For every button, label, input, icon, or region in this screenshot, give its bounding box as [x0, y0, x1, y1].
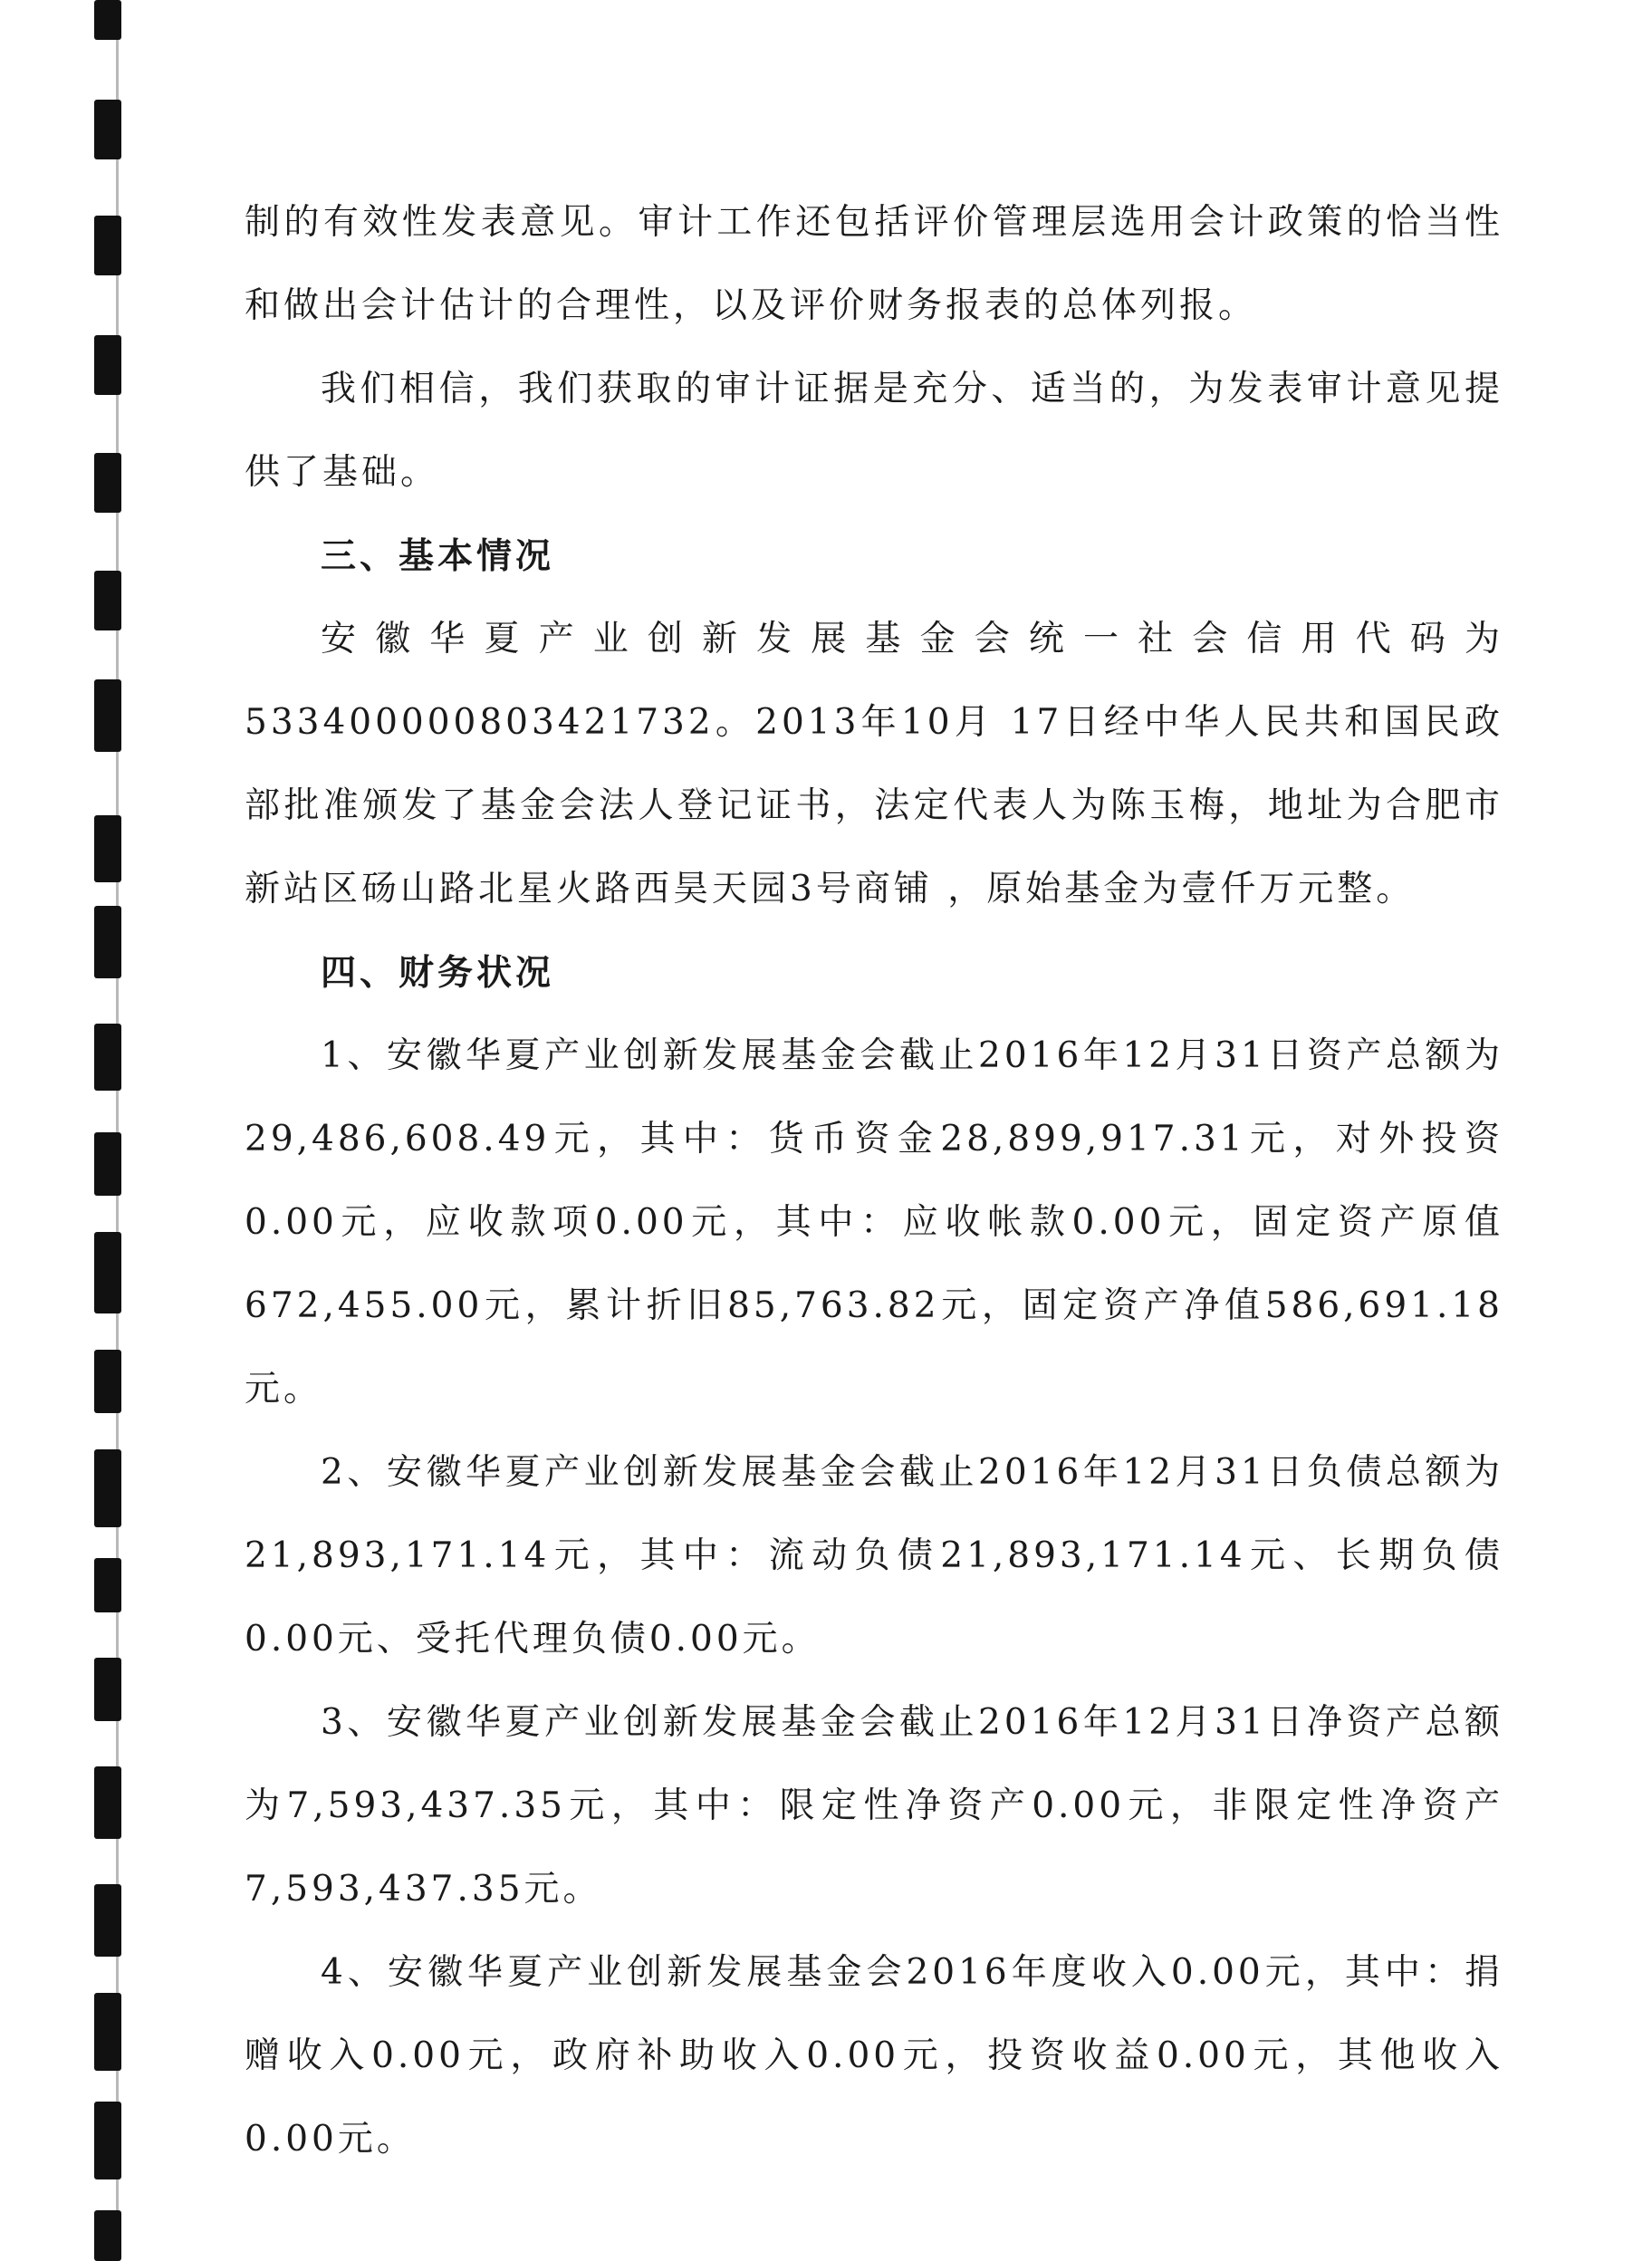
binding-hole — [94, 1232, 121, 1313]
binding-hole — [94, 2102, 121, 2179]
binding-hole — [94, 571, 121, 630]
financial-item-net-assets: 3、安徽华夏产业创新发展基金会截止2016年12月31日净资产总额为7,593,437.35元，其中：限定性净资产0.00元，非限定性净资产7,593,437.35元。 — [245, 1702, 1503, 1910]
binding-hole — [94, 815, 121, 882]
binding-hole — [94, 1132, 121, 1196]
binding-hole — [94, 1558, 121, 1612]
binding-hole — [94, 216, 121, 275]
binding-hole — [94, 1449, 121, 1527]
binding-hole — [94, 1993, 121, 2071]
paragraph-audit-continued: 制的有效性发表意见。审计工作还包括评价管理层选用会计政策的恰当性和做出会计估计的合理性，以及评价财务报表的总体列报。 — [245, 202, 1503, 326]
section-heading-financial-status: 四、财务状况 — [321, 952, 555, 994]
binding-hole — [94, 1884, 121, 1957]
binding-hole — [94, 679, 121, 752]
financial-item-income: 4、安徽华夏产业创新发展基金会2016年度收入0.00元，其中：捐赠收入0.00元，政府补助收入0.00元，投资收益0.00元，其他收入0.00元。 — [245, 1952, 1503, 2160]
binding-hole — [94, 1658, 121, 1721]
document-page — [245, 181, 1503, 2181]
section-heading-basic-info: 三、基本情况 — [321, 535, 555, 577]
binding-hole — [94, 906, 121, 978]
paragraph-audit-evidence: 我们相信，我们获取的审计证据是充分、适当的，为发表审计意见提供了基础。 — [245, 369, 1503, 493]
binding-hole — [94, 1024, 121, 1091]
binding-hole — [94, 0, 121, 40]
binding-hole — [94, 1766, 121, 1839]
binding-hole — [94, 1350, 121, 1413]
binding-hole — [94, 100, 121, 159]
financial-item-assets: 1、安徽华夏产业创新发展基金会截止2016年12月31日资产总额为29,486,608.49元，其中：货币资金28,899,917.31元，对外投资0.00元，应收款项0.00元，其中：应收帐款0.00元，固定资产原值672,455.00元，累计折旧85,763.82元，固定资产净值586,691.18元。 — [245, 1035, 1503, 1410]
paragraph-basic-info: 安徽华夏产业创新发展基金会统一社会信用代码为533400000803421732。2013年10月 17日经中华人民共和国民政部批准颁发了基金会法人登记证书，法定代表人为陈玉梅，地址为合肥市新站区砀山路北星火路西昊天园3号商铺 ，原始基金为壹仟万元整。 — [245, 619, 1503, 909]
binding-hole — [94, 453, 121, 513]
binding-strip — [0, 0, 172, 2261]
binding-hole — [94, 2210, 121, 2261]
binding-hole — [94, 335, 121, 395]
financial-item-liabilities: 2、安徽华夏产业创新发展基金会截止2016年12月31日负债总额为21,893,171.14元，其中：流动负债21,893,171.14元、长期负债0.00元、受托代理负债0.00元。 — [245, 1452, 1503, 1660]
